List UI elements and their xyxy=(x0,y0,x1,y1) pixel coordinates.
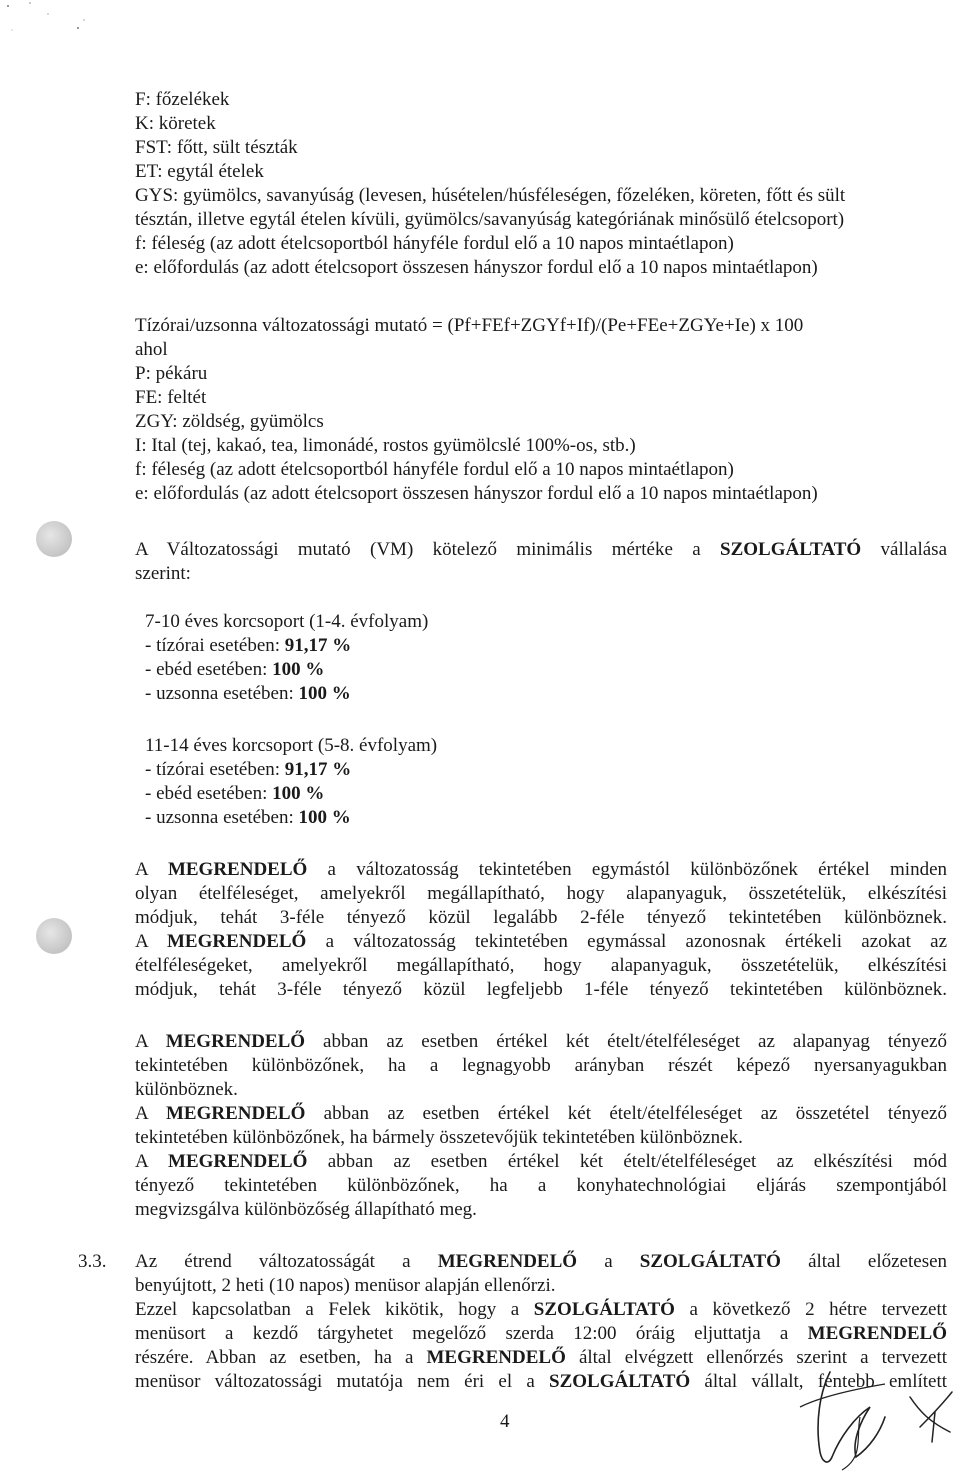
section-text: Az étrend változatosságát a xyxy=(135,1251,411,1272)
section-text: Ezzel kapcsolatban a Felek kikötik, hogy a xyxy=(135,1299,520,1320)
para-line: olyan ételféleséget, amelyekről megállapítható, hogy alapanyaguk, összetételük, elkészítési xyxy=(135,883,947,904)
snack-formula: Tízórai/uzsonna változatossági mutató = (Pf+FEf+ZGYf+If)/(Pe+FEe+ZGYe+Ie) x 100 xyxy=(135,315,804,336)
section-text: által előzetesen xyxy=(808,1251,948,1272)
legend-line: e: előfordulás (az adott ételcsoport összesen hányszor fordul elő a 10 napos mintaétlapon) xyxy=(135,257,818,278)
section-line xyxy=(135,1250,947,1274)
client-name: MEGRENDELŐ xyxy=(807,1323,948,1344)
legend-line: f: féleség (az adott ételcsoportból hányféle fordul elő a 10 napos mintaétlapon) xyxy=(135,459,734,480)
para-line: különböznek. xyxy=(135,1079,238,1100)
meal-label: - tízórai esetében: xyxy=(145,635,281,656)
provider-name: SZOLGÁLTATÓ xyxy=(549,1371,691,1392)
section-text: a xyxy=(604,1251,613,1272)
section-line xyxy=(135,1298,947,1322)
client-name: MEGRENDELŐ xyxy=(437,1251,578,1272)
meal-row xyxy=(145,758,351,782)
page-number: 4 xyxy=(500,1411,510,1432)
para-line xyxy=(135,1030,947,1054)
section-text: menüsor változatossági mutatója nem éri el a xyxy=(135,1371,535,1392)
para-text: A xyxy=(135,1103,148,1124)
section-text: által vállalt, fentebb említett xyxy=(704,1371,948,1392)
para-text: abban az esetben értékel két ételt/ételféleséget az elkészítési mód xyxy=(327,1151,948,1172)
para-line xyxy=(135,930,947,954)
punch-hole-bottom xyxy=(36,918,72,954)
para-text: abban az esetben értékel két ételt/ételféleséget az összetétel tényező xyxy=(323,1103,947,1124)
scan-specks xyxy=(0,0,120,60)
legend-line: f: féleség (az adott ételcsoportból hányféle fordul elő a 10 napos mintaétlapon) xyxy=(135,233,734,254)
legend-line: GYS: gyümölcs, savanyúság (levesen, húsételen/húsféleségen, főzeléken, köreten, főtt és sült xyxy=(135,185,846,206)
legend-line: FST: főtt, sült tészták xyxy=(135,137,298,158)
provider-name: SZOLGÁLTATÓ xyxy=(720,539,862,560)
meal-label: - uzsonna esetében: xyxy=(145,807,294,828)
client-name: MEGRENDELŐ xyxy=(165,1031,306,1052)
vm-text: vállalása xyxy=(880,539,948,560)
vm-intro-cont: szerint: xyxy=(135,563,191,584)
vm-intro xyxy=(135,538,947,562)
section-text: a következő 2 hétre tervezett xyxy=(689,1299,948,1320)
meal-row xyxy=(145,806,351,830)
para-line: ételféleségeket, amelyekről megállapítható, hogy alapanyaguk, összetételük, elkészítési xyxy=(135,955,947,976)
para-line xyxy=(135,858,947,882)
client-name: MEGRENDELŐ xyxy=(168,1151,308,1172)
meal-row xyxy=(145,682,351,706)
para-line: módjuk, tehát 3-féle tényező közül legfeljebb 1-féle tényező tekintetében különböznek. xyxy=(135,979,947,1000)
age-group-title: 7-10 éves korcsoport (1-4. évfolyam) xyxy=(145,611,429,632)
legend-line: ahol xyxy=(135,339,168,360)
client-name: MEGRENDELŐ xyxy=(166,1103,306,1124)
legend-line: I: Ital (tej, kakaó, tea, limonádé, rostos gyümölcslé 100%-os, stb.) xyxy=(135,435,636,456)
meal-label: - uzsonna esetében: xyxy=(145,683,294,704)
section-text: menüsort a kezdő tárgyhetet megelőző szerda 12:00 óráig eljuttatja a xyxy=(135,1323,789,1344)
para-line: módjuk, tehát 3-féle tényező közül legalább 2-féle tényező tekintetében különböznek. xyxy=(135,907,947,928)
para-line: tekintetében különbözőnek, ha a legnagyobb arányban részét képező nyersanyagukban xyxy=(135,1055,947,1076)
legend-line: e: előfordulás (az adott ételcsoport összesen hányszor fordul elő a 10 napos mintaétlapon) xyxy=(135,483,818,504)
meal-row xyxy=(145,782,324,806)
para-line: tényező tekintetében különbözőnek, ha a konyhatechnológiai eljárás szempontjából xyxy=(135,1175,947,1196)
para-text: A xyxy=(135,1151,148,1172)
legend-line: FE: feltét xyxy=(135,387,207,408)
provider-name: SZOLGÁLTATÓ xyxy=(639,1251,781,1272)
para-text: A xyxy=(135,1031,148,1052)
meal-value: 91,17 % xyxy=(284,759,352,780)
meal-value: 100 % xyxy=(272,659,325,680)
meal-value: 91,17 % xyxy=(284,635,352,656)
para-line: megvizsgálva különbözőség állapítható meg. xyxy=(135,1199,477,1220)
meal-label: - ebéd esetében: xyxy=(145,783,268,804)
para-text: a változatosság tekintetében egymástól különbözőnek értékel minden xyxy=(327,859,948,880)
meal-label: - ebéd esetében: xyxy=(145,659,268,680)
para-line xyxy=(135,1102,947,1126)
meal-row xyxy=(145,634,351,658)
legend-line: tésztán, illetve egytál ételen kívüli, gyümölcs/savanyúság kategóriának minősülő ételcsoport) xyxy=(135,209,845,230)
meal-value: 100 % xyxy=(298,807,351,828)
vm-text: A Változatossági mutató (VM) kötelező minimális mértéke a xyxy=(135,539,701,560)
client-name: MEGRENDELŐ xyxy=(426,1347,566,1368)
legend-line: ET: egytál ételek xyxy=(135,161,264,182)
para-text: a változatosság tekintetében egymással azonosnak értékeli azokat az xyxy=(325,931,948,952)
section-text: által elvégzett ellenőrzés szerint a tervezett xyxy=(578,1347,948,1368)
para-text: A xyxy=(135,931,148,952)
meal-value: 100 % xyxy=(272,783,325,804)
section-text: részére. Abban az esetben, ha a xyxy=(135,1347,414,1368)
section-number: 3.3. xyxy=(78,1251,107,1272)
meal-value: 100 % xyxy=(298,683,351,704)
client-name: MEGRENDELŐ xyxy=(166,931,307,952)
client-name: MEGRENDELŐ xyxy=(167,859,308,880)
handwritten-initials xyxy=(760,1362,960,1472)
section-line: benyújtott, 2 heti (10 napos) menüsor alapján ellenőrzi. xyxy=(135,1275,556,1296)
para-line: tekintetében különbözőnek, ha bármely összetevőjük tekintetében különböznek. xyxy=(135,1127,743,1148)
meal-label: - tízórai esetében: xyxy=(145,759,281,780)
provider-name: SZOLGÁLTATÓ xyxy=(533,1299,675,1320)
legend-line: K: köretek xyxy=(135,113,216,134)
meal-row xyxy=(145,658,324,682)
legend-line: F: főzelékek xyxy=(135,89,230,110)
para-text: A xyxy=(135,859,148,880)
punch-hole-top xyxy=(36,521,72,557)
legend-line: ZGY: zöldség, gyümölcs xyxy=(135,411,324,432)
age-group-title: 11-14 éves korcsoport (5-8. évfolyam) xyxy=(145,735,438,756)
para-line xyxy=(135,1150,947,1174)
legend-line: P: pékáru xyxy=(135,363,208,384)
para-text: abban az esetben értékel két ételt/ételféleséget az alapanyag tényező xyxy=(323,1031,947,1052)
section-line xyxy=(135,1322,947,1346)
